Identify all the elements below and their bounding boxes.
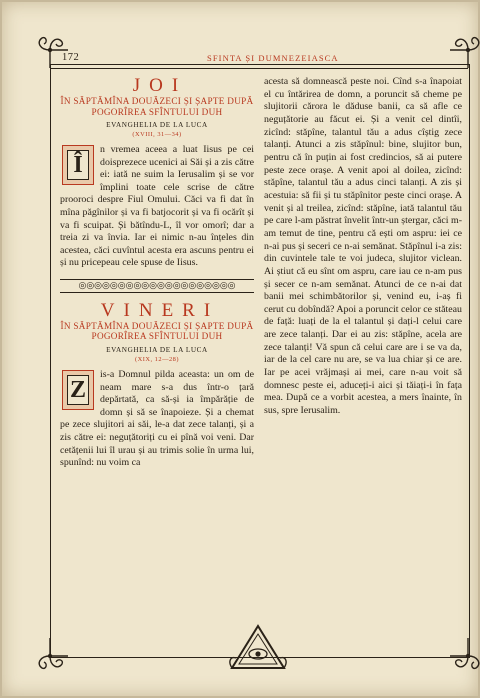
section-subtitle: ÎN SĂPTĂMÎNA DOUĂZECI ȘI ȘAPTE DUPĂ POGORÎREA SFÎNTULUI DUH bbox=[60, 96, 254, 117]
right-column bbox=[264, 76, 462, 418]
section-thursday bbox=[60, 76, 254, 270]
gospel-title: EVANGHELIA DE LA LUCA bbox=[106, 121, 208, 129]
drop-cap-letter: Î bbox=[67, 150, 89, 180]
corner-ornament-icon bbox=[30, 30, 70, 70]
book-page bbox=[2, 2, 478, 696]
ornamental-divider: ◎◎◎◎◎◎◎◎◎◎◎◎◎◎◎◎◎◎◎◎ bbox=[60, 279, 254, 293]
scripture-reference: (XIX, 12—28) bbox=[135, 355, 179, 363]
gospel-text-continuation: acesta să domnească peste noi. Cînd s-a înapoiat el cu întărirea de domn, a poruncit să cheme pe slujitorii cărora le dăduse banii, ca să afle ce neguțătorie au făcut ei. Și a venit cel dintîi, zicînd: stăpîne, talantul tău a adus cîștig zece talanți. Atunci a zis stăpînul: bine, slujitor bun, pentru că în puțin ai fost credincios, să ai putere peste zece orașe. A venit apoi al doilea, zicînd: stăpîne, talantul tău a adus cinci talanți. A zis și acestuia: să fii și tu stăpînitor peste cinci orașe. A venit și al treilea, zicînd: stăpîne, iată talantul tău pe care l-am păstrat învelit într-un ștergar, căci m-am temut de tine, pentru că ești om aspru: iei ce n-ai pus și seceri ce n-ai semănat. Stăpînul i-a zis: din cuvintele tale te voi judeca, slujitor viclean. Ai știut că eu sînt om aspru, care iau ce n-am pus și secer ce n-am semănat. Atunci de ce n-ai dat banii mei schimbătorilor și, venind eu, i-aș fi cerut cu dobîndă? Apoi a poruncit celor ce stăteau de față: luați de la el talantul și dați-l celui care are zece talanți. Dar ei au zis: stăpîne, acela are zece talanți! Vă spun că celui care are i se va da, iar de la cel care nu are, se va lua chiar și ce are. Iar pe acei vrăjmași ai mei, care n-au voit să domnesc peste ei, aduceți-i aici și tăiați-i în fața mea. După ce a vorbit acestea, a mers înainte, în sus, spre Ierusalim. bbox=[264, 76, 462, 417]
gospel-text bbox=[60, 144, 254, 270]
section-subtitle: ÎN SĂPTĂMÎNA DOUĂZECI ȘI ȘAPTE DUPĂ POGORÎREA SFÎNTULUI DUH bbox=[60, 320, 254, 342]
day-heading: VINERI bbox=[100, 299, 220, 321]
day-heading: JOI bbox=[132, 75, 188, 96]
gospel-text-body: is-a Domnul pilda aceasta: un om de neam mare s-a dus într-o țară depărtată, ca să-și ia împărăție de domn și să se înapoieze. Și a chemat pe zece slujitori ai săi, le-a dat zece talanți, și a zis către ei: neguțătoriți cu ei pînă voi veni. Dar cetățenii lui îl urau și au trimis solie în urma lui, spunînd: nu voim ca bbox=[60, 368, 254, 469]
gospel-text bbox=[60, 369, 254, 470]
left-column bbox=[60, 76, 254, 470]
corner-ornament-icon bbox=[448, 30, 480, 70]
corner-ornament-icon bbox=[448, 636, 480, 676]
page-number: 172 bbox=[62, 52, 80, 63]
scripture-reference: (XVIII, 31—34) bbox=[132, 131, 182, 138]
drop-cap bbox=[62, 370, 94, 410]
all-seeing-eye-icon bbox=[228, 622, 288, 672]
drop-cap-letter: Z bbox=[67, 375, 89, 405]
section-friday bbox=[60, 301, 254, 470]
header-rule bbox=[50, 68, 468, 69]
running-header: SFINTA ȘI DUMNEZEIASCA bbox=[207, 53, 339, 63]
drop-cap bbox=[62, 145, 94, 185]
gospel-title: EVANGHELIA DE LA LUCA bbox=[106, 345, 208, 354]
corner-ornament-icon bbox=[30, 636, 70, 676]
gospel-text-body: n vremea aceea a luat Iisus pe cei doisprezece ucenici ai Săi și a zis către ei: iată ne suim la Ierusalim și se vor împlini toate cele scrise de către prooroci despre Fiul Omului. Căci va fi dat în mîna păgînilor și va fi batjocorit și va fi ocărît și va fi scuipat. Și bătîndu-L, îl vor omorî; dar a treia zi va învia. Iar ei nimic n-au înțeles din acestea, căci cuvîntul acesta era ascuns pentru ei și nu pricepeau cele spuse de Iisus. bbox=[60, 144, 254, 269]
